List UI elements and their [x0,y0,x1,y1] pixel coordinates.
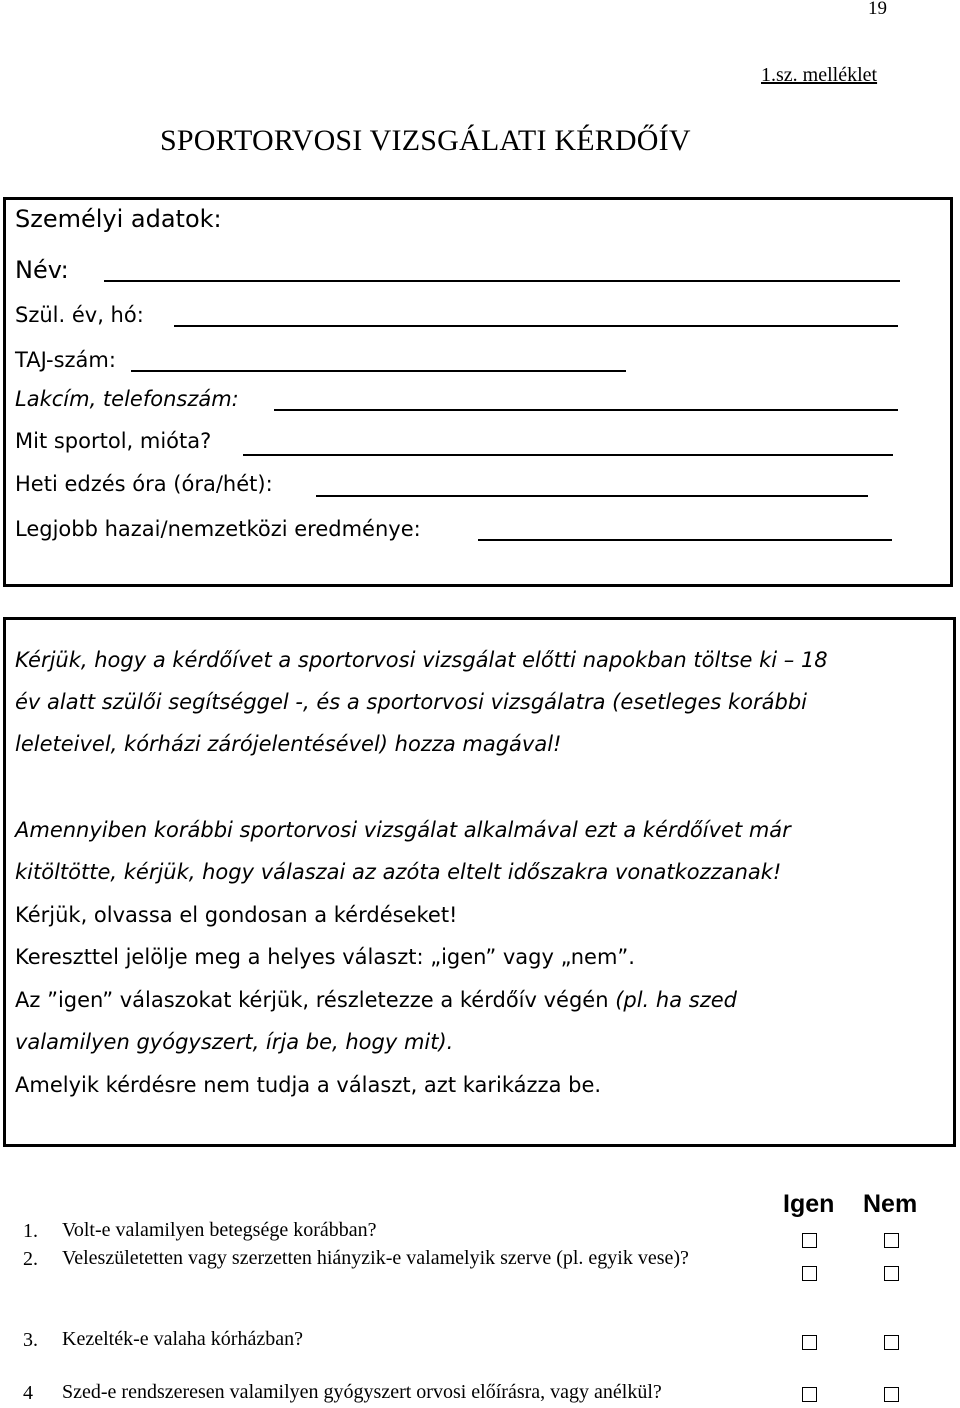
instructions-paragraph-5-line-1 [15,988,737,1012]
instructions-paragraph-4: Kereszttel jelölje meg a helyes választ: „igen” vagy „nem”. [15,945,635,969]
question-text-2: Veleszületetten vagy szerzetten hiányzik-e valamelyik szerve (pl. egyik vese)? [62,1247,689,1269]
question-1-yes-checkbox[interactable] [802,1233,817,1248]
name-label: Név: [15,256,69,284]
question-text-4: Szed-e rendszeresen valamilyen gyógyszert orvosi előírásra, vagy anélkül? [62,1381,662,1403]
result-field[interactable] [478,539,892,541]
birth-field[interactable] [174,325,898,327]
taj-label: TAJ-szám: [15,348,116,372]
question-number-4: 4 [23,1382,33,1404]
address-label-text: Lakcím, telefonszám: [15,387,239,411]
instructions-paragraph-1-line-1: Kérjük, hogy a kérdőívet a sportorvosi vizsgálat előtti napokban töltse ki – 18 [15,648,828,672]
page-title: SPORTORVOSI VIZSGÁLATI KÉRDŐÍV [160,124,691,157]
question-text-1: Volt-e valamilyen betegsége korábban? [62,1219,377,1241]
instructions-paragraph-5-line-2: valamilyen gyógyszert, írja be, hogy mit). [15,1030,454,1054]
instructions-box [3,617,956,1147]
instructions-paragraph-1-line-2: év alatt szülői segítséggel -, és a sportorvosi vizsgálatra (esetleges korábbi [15,690,807,714]
question-4-no-checkbox[interactable] [884,1387,899,1402]
question-number-2: 2. [23,1248,38,1270]
birth-label: Szül. év, hó: [15,303,144,327]
annex-label: 1.sz. melléklet [761,64,878,86]
sport-field[interactable] [243,454,893,456]
instructions-paragraph-2-line-1: Amennyiben korábbi sportorvosi vizsgálat alkalmával ezt a kérdőívet már [15,818,791,842]
address-field[interactable] [274,409,898,411]
sport-label: Mit sportol, mióta? [15,429,212,453]
training-field[interactable] [316,495,868,497]
question-2-no-checkbox[interactable] [884,1266,899,1281]
address-label [15,387,239,411]
personal-data-heading: Személyi adatok: [15,205,222,233]
no-column-header: Nem [863,1190,918,1218]
instructions-paragraph-6: Amelyik kérdésre nem tudja a választ, azt karikázza be. [15,1073,602,1097]
name-field[interactable] [104,280,900,282]
question-4-yes-checkbox[interactable] [802,1387,817,1402]
instructions-paragraph-5-part-a: Az ”igen” válaszokat kérjük, részletezze a kérdőív végén [15,988,616,1012]
instructions-paragraph-3: Kérjük, olvassa el gondosan a kérdéseket! [15,903,458,927]
instructions-paragraph-2-line-2: kitöltötte, kérjük, hogy válaszai az azóta eltelt időszakra vonatkozzanak! [15,860,782,884]
question-number-1: 1. [23,1220,38,1242]
result-label: Legjobb hazai/nemzetközi eredménye: [15,517,421,541]
page-number: 19 [868,0,887,19]
training-label: Heti edzés óra (óra/hét): [15,472,273,496]
question-number-3: 3. [23,1329,38,1351]
question-2-yes-checkbox[interactable] [802,1266,817,1281]
taj-field[interactable] [131,370,626,372]
personal-data-box [3,197,953,587]
yes-column-header: Igen [783,1190,835,1218]
instructions-paragraph-5-part-b: (pl. ha szed [615,988,737,1012]
question-3-yes-checkbox[interactable] [802,1335,817,1350]
question-text-3: Kezelték-e valaha kórházban? [62,1328,303,1350]
question-3-no-checkbox[interactable] [884,1335,899,1350]
instructions-paragraph-1-line-3: leleteivel, kórházi zárójelentésével) hozza magával! [15,732,562,756]
question-1-no-checkbox[interactable] [884,1233,899,1248]
